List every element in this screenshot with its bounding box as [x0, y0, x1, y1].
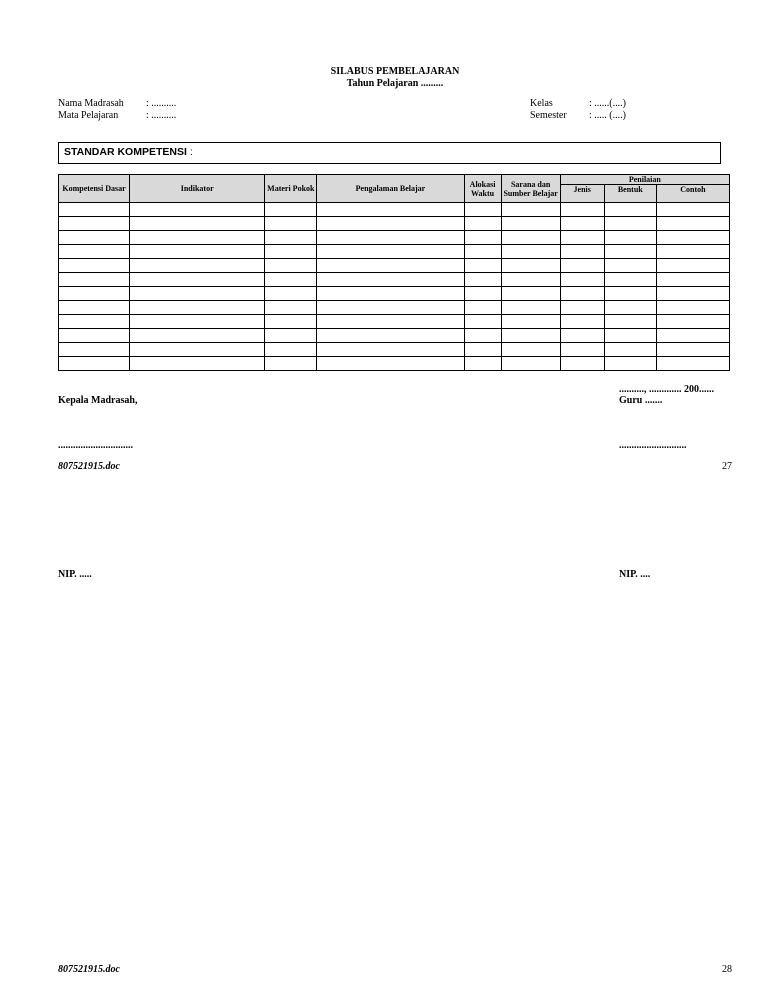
- table-cell[interactable]: [59, 301, 130, 315]
- table-cell[interactable]: [59, 217, 130, 231]
- table-cell[interactable]: [317, 273, 464, 287]
- table-cell[interactable]: [59, 203, 130, 217]
- header-indikator: Indikator: [130, 175, 265, 203]
- header-kompetensi-dasar: Kompetensi Dasar: [59, 175, 130, 203]
- table-cell[interactable]: [59, 231, 130, 245]
- table-cell[interactable]: [317, 301, 464, 315]
- table-cell[interactable]: [604, 329, 656, 343]
- table-cell[interactable]: [130, 217, 265, 231]
- table-cell[interactable]: [265, 245, 317, 259]
- table-cell[interactable]: [560, 315, 604, 329]
- table-cell[interactable]: [464, 259, 501, 273]
- table-cell[interactable]: [501, 273, 560, 287]
- table-cell[interactable]: [560, 245, 604, 259]
- table-cell[interactable]: [317, 287, 464, 301]
- table-cell[interactable]: [317, 231, 464, 245]
- table-cell[interactable]: [656, 259, 729, 273]
- standar-kompetensi-box: [58, 142, 721, 164]
- semester-value: : ..... (....): [589, 110, 626, 121]
- header-materi-pokok: Materi Pokok: [265, 175, 317, 203]
- table-cell[interactable]: [560, 273, 604, 287]
- table-row: [59, 329, 730, 343]
- kelas-label: Kelas: [530, 98, 553, 109]
- table-cell[interactable]: [501, 301, 560, 315]
- table-cell[interactable]: [501, 357, 560, 371]
- table-cell[interactable]: [560, 301, 604, 315]
- table-cell[interactable]: [265, 273, 317, 287]
- semester-label: Semester: [530, 110, 567, 121]
- nama-madrasah-label: Nama Madrasah: [58, 98, 124, 109]
- table-cell[interactable]: [656, 217, 729, 231]
- table-cell[interactable]: [501, 315, 560, 329]
- table-row: [59, 357, 730, 371]
- table-cell[interactable]: [317, 245, 464, 259]
- table-cell[interactable]: [265, 217, 317, 231]
- header-sarana-sumber: Sarana dan Sumber Belajar: [501, 175, 560, 203]
- kelas-value: : ......(....): [589, 98, 626, 109]
- table-row: [59, 315, 730, 329]
- nama-madrasah-value: : ..........: [146, 98, 177, 109]
- table-row: [59, 203, 730, 217]
- document-title: SILABUS PEMBELAJARAN: [330, 66, 460, 77]
- table-cell[interactable]: [464, 217, 501, 231]
- table-row: [59, 343, 730, 357]
- table-cell[interactable]: [604, 357, 656, 371]
- footer-page-1: 27: [722, 461, 732, 472]
- document-subtitle: Tahun Pelajaran .........: [346, 78, 444, 89]
- silabus-table: [58, 174, 730, 371]
- guru-name-line: ...........................: [619, 440, 687, 451]
- table-cell[interactable]: [656, 287, 729, 301]
- table-cell[interactable]: [464, 287, 501, 301]
- table-cell[interactable]: [265, 203, 317, 217]
- table-cell[interactable]: [604, 287, 656, 301]
- table-cell[interactable]: [317, 329, 464, 343]
- table-cell[interactable]: [130, 343, 265, 357]
- table-cell[interactable]: [604, 259, 656, 273]
- table-cell[interactable]: [656, 315, 729, 329]
- table-cell[interactable]: [59, 273, 130, 287]
- mata-pelajaran-label: Mata Pelajaran: [58, 110, 119, 121]
- table-cell[interactable]: [130, 357, 265, 371]
- table-cell[interactable]: [464, 329, 501, 343]
- table-cell[interactable]: [656, 357, 729, 371]
- header-jenis: Jenis: [560, 185, 604, 203]
- table-cell[interactable]: [317, 343, 464, 357]
- table-cell[interactable]: [265, 259, 317, 273]
- table-cell[interactable]: [501, 343, 560, 357]
- table-cell[interactable]: [317, 217, 464, 231]
- table-cell[interactable]: [265, 357, 317, 371]
- kepala-name-line: ..............................: [58, 440, 133, 451]
- table-cell[interactable]: [317, 315, 464, 329]
- table-cell[interactable]: [59, 287, 130, 301]
- table-cell[interactable]: [130, 287, 265, 301]
- table-cell[interactable]: [604, 203, 656, 217]
- table-cell[interactable]: [130, 231, 265, 245]
- table-cell[interactable]: [604, 231, 656, 245]
- table-cell[interactable]: [560, 287, 604, 301]
- place-date: .........., ............. 200......: [619, 384, 714, 395]
- table-cell[interactable]: [464, 315, 501, 329]
- table-cell[interactable]: [501, 245, 560, 259]
- table-cell[interactable]: [317, 259, 464, 273]
- table-cell[interactable]: [560, 329, 604, 343]
- table-cell[interactable]: [265, 231, 317, 245]
- table-cell[interactable]: [130, 315, 265, 329]
- table-cell[interactable]: [604, 245, 656, 259]
- table-cell[interactable]: [464, 245, 501, 259]
- header-penilaian: Penilaian: [560, 175, 729, 185]
- footer-docname-2: 807521915.doc: [58, 964, 120, 975]
- table-cell[interactable]: [604, 301, 656, 315]
- standar-kompetensi-label: STANDAR KOMPETENSI: [64, 146, 187, 158]
- table-cell[interactable]: [59, 329, 130, 343]
- table-row: [59, 231, 730, 245]
- table-cell[interactable]: [656, 231, 729, 245]
- table-cell[interactable]: [464, 273, 501, 287]
- table-cell[interactable]: [265, 315, 317, 329]
- standar-kompetensi-text: [64, 146, 193, 158]
- table-row: [59, 301, 730, 315]
- table-cell[interactable]: [560, 217, 604, 231]
- table-cell[interactable]: [464, 301, 501, 315]
- table-cell[interactable]: [501, 259, 560, 273]
- table-cell[interactable]: [265, 287, 317, 301]
- table-cell[interactable]: [560, 231, 604, 245]
- table-cell[interactable]: [464, 357, 501, 371]
- table-cell[interactable]: [501, 287, 560, 301]
- table-cell[interactable]: [130, 273, 265, 287]
- table-cell[interactable]: [464, 231, 501, 245]
- table-cell[interactable]: [317, 357, 464, 371]
- table-cell[interactable]: [130, 259, 265, 273]
- standar-kompetensi-value: :: [189, 146, 193, 158]
- table-row: [59, 245, 730, 259]
- table-row: [59, 287, 730, 301]
- table-cell[interactable]: [656, 329, 729, 343]
- table-cell[interactable]: [656, 273, 729, 287]
- table-cell[interactable]: [656, 245, 729, 259]
- header-bentuk: Bentuk: [604, 185, 656, 203]
- kepala-madrasah-label: Kepala Madrasah,: [58, 395, 138, 406]
- table-cell[interactable]: [560, 343, 604, 357]
- table-cell[interactable]: [265, 343, 317, 357]
- guru-label: Guru .......: [619, 395, 663, 406]
- table-cell[interactable]: [464, 343, 501, 357]
- table-cell[interactable]: [656, 343, 729, 357]
- silabus-table-body: [59, 203, 730, 371]
- table-cell[interactable]: [501, 231, 560, 245]
- table-cell[interactable]: [560, 203, 604, 217]
- nip-guru: NIP. ....: [619, 569, 651, 580]
- table-cell[interactable]: [265, 329, 317, 343]
- table-cell[interactable]: [656, 301, 729, 315]
- table-cell[interactable]: [604, 343, 656, 357]
- table-row: [59, 259, 730, 273]
- footer-docname-1: 807521915.doc: [58, 461, 120, 472]
- table-cell[interactable]: [130, 245, 265, 259]
- table-cell[interactable]: [501, 203, 560, 217]
- table-cell[interactable]: [464, 203, 501, 217]
- table-cell[interactable]: [130, 203, 265, 217]
- table-cell[interactable]: [265, 301, 317, 315]
- table-cell[interactable]: [130, 301, 265, 315]
- table-cell[interactable]: [560, 259, 604, 273]
- table-cell[interactable]: [656, 203, 729, 217]
- table-cell[interactable]: [59, 357, 130, 371]
- header-alokasi-waktu: Alokasi Waktu: [464, 175, 501, 203]
- table-cell[interactable]: [501, 329, 560, 343]
- table-cell[interactable]: [59, 315, 130, 329]
- table-cell[interactable]: [59, 259, 130, 273]
- table-cell[interactable]: [604, 315, 656, 329]
- table-row: [59, 217, 730, 231]
- header-pengalaman-belajar: Pengalaman Belajar: [317, 175, 464, 203]
- nip-kepala: NIP. .....: [58, 569, 92, 580]
- table-row: [59, 273, 730, 287]
- table-cell[interactable]: [317, 203, 464, 217]
- table-cell[interactable]: [59, 245, 130, 259]
- table-cell[interactable]: [130, 329, 265, 343]
- mata-pelajaran-value: : ..........: [146, 110, 177, 121]
- header-contoh: Contoh: [656, 185, 729, 203]
- footer-page-2: 28: [722, 964, 732, 975]
- table-cell[interactable]: [604, 273, 656, 287]
- table-cell[interactable]: [560, 357, 604, 371]
- table-cell[interactable]: [604, 217, 656, 231]
- table-cell[interactable]: [501, 217, 560, 231]
- table-cell[interactable]: [59, 343, 130, 357]
